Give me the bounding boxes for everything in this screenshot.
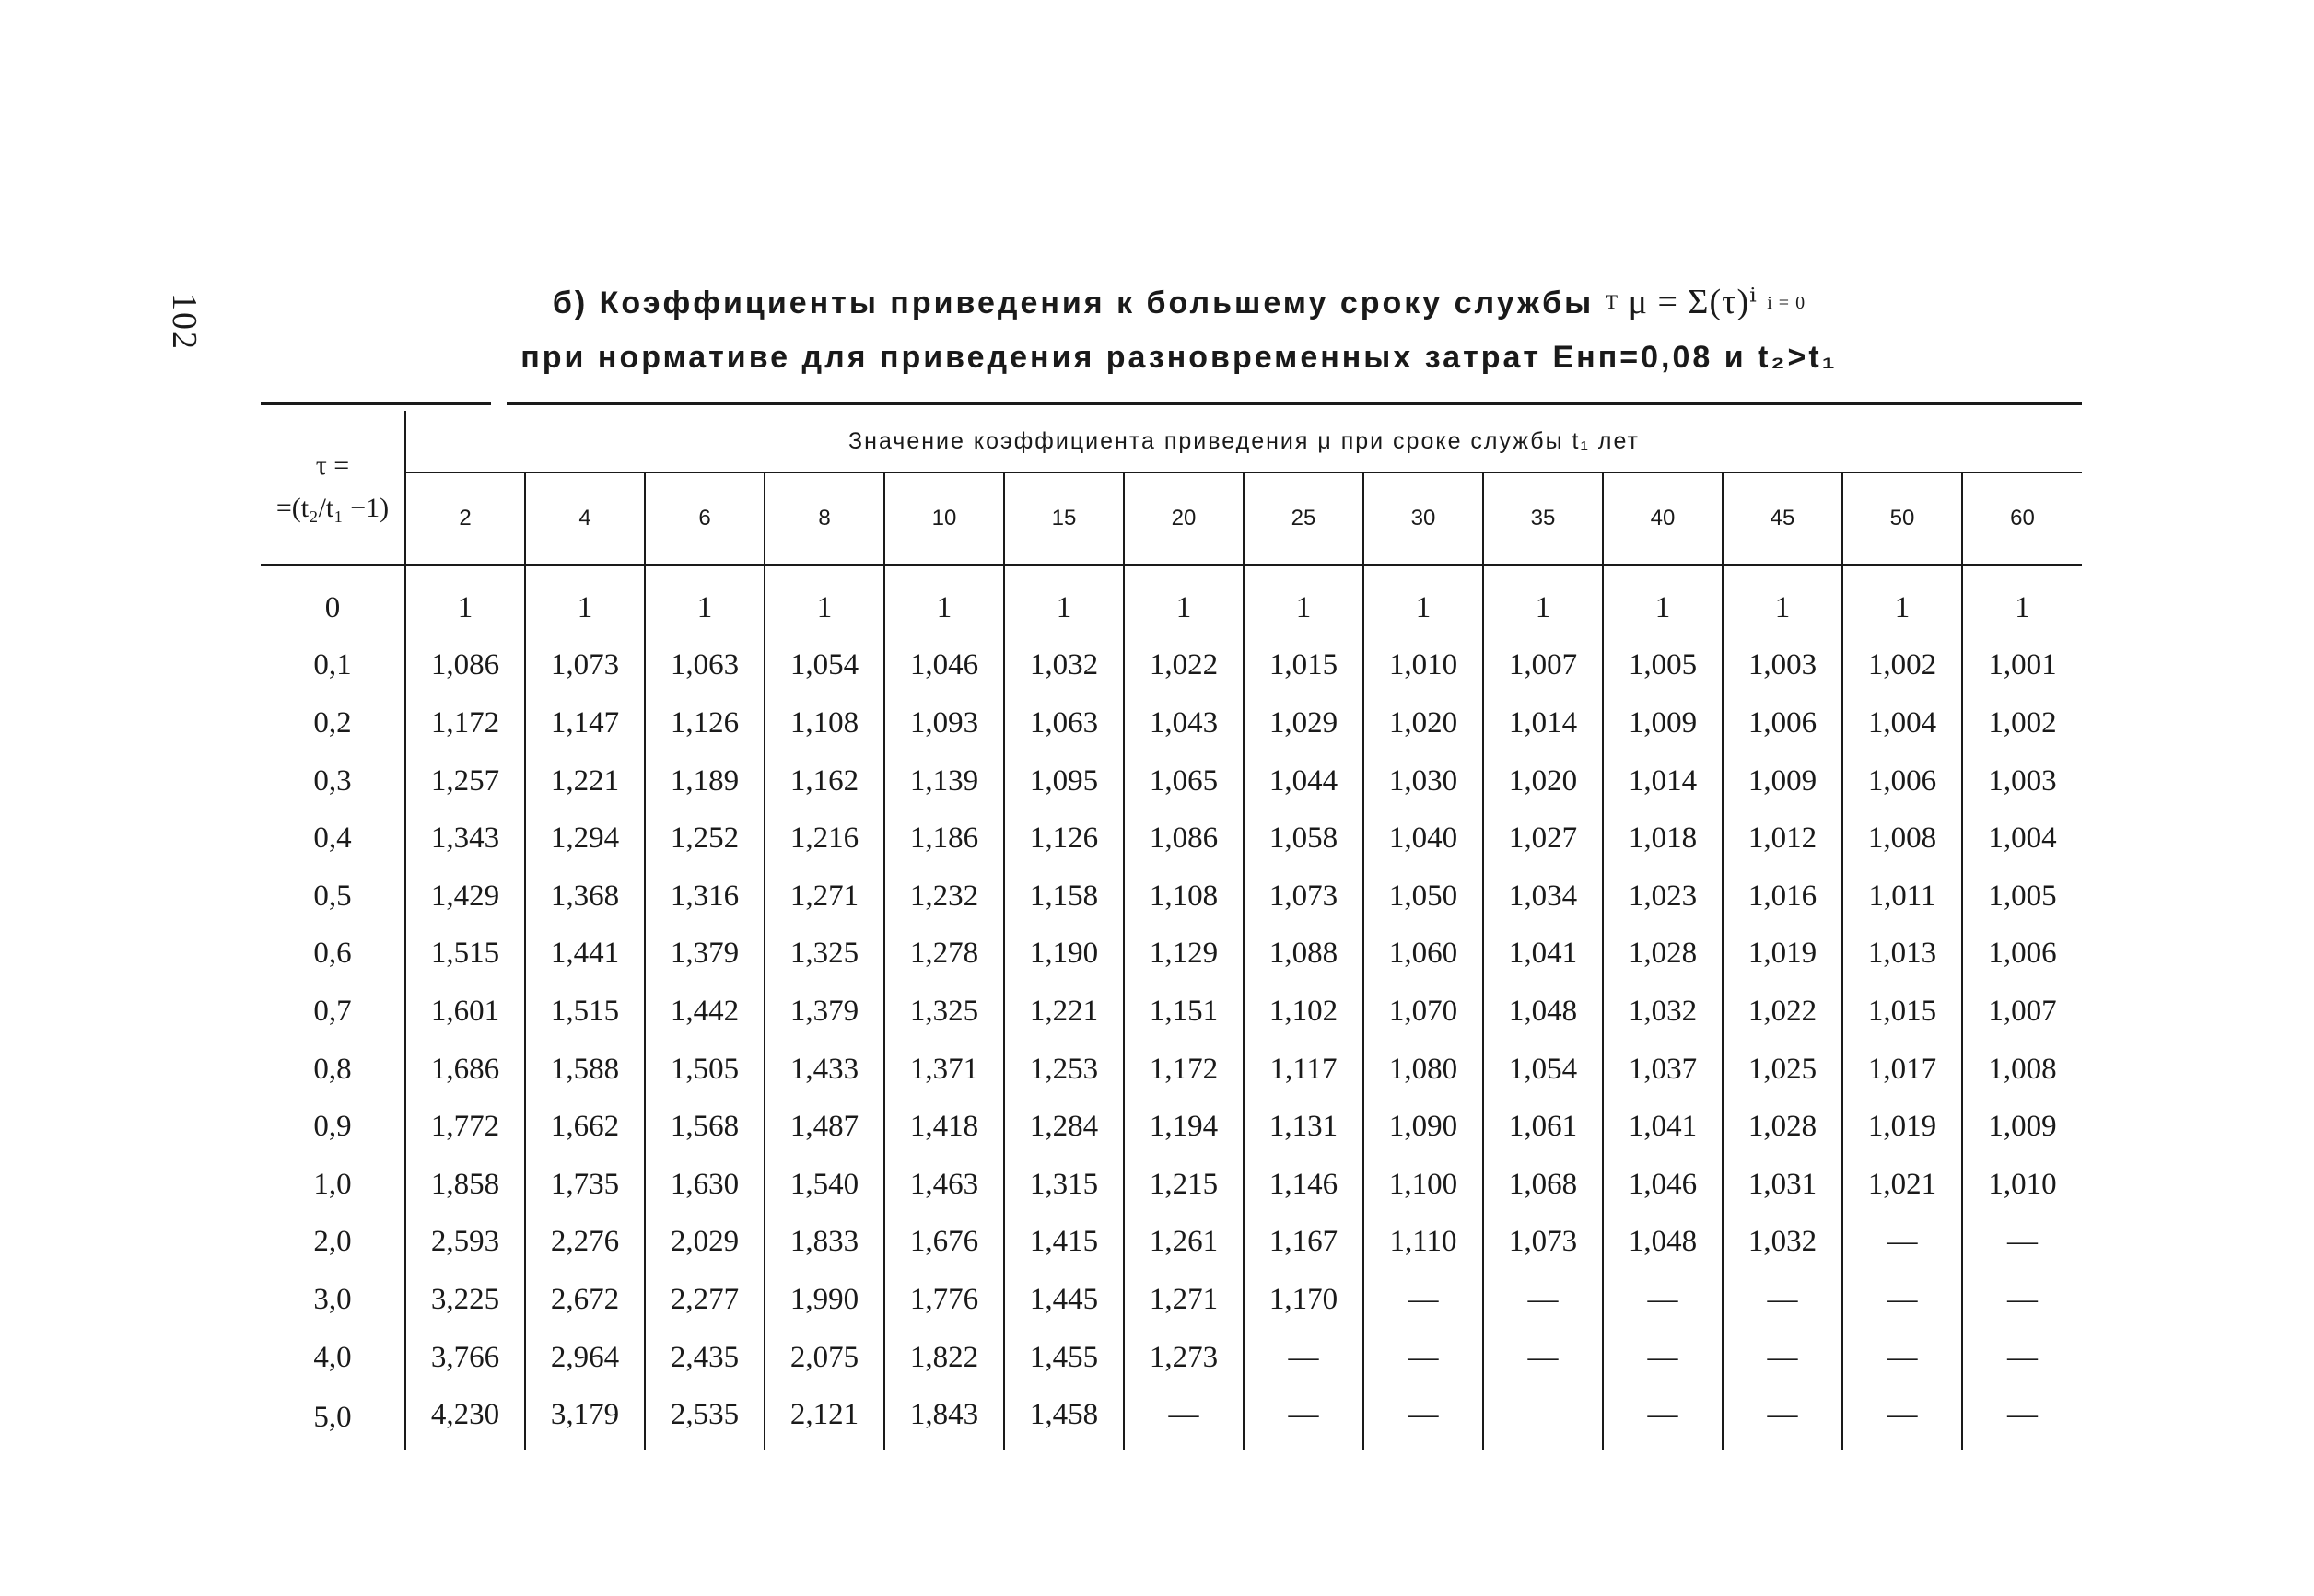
table-cell: 2,672 bbox=[525, 1271, 645, 1329]
table-cell: 1,505 bbox=[645, 1041, 765, 1099]
table-cell: 1 bbox=[1603, 579, 1723, 637]
table-cell: 1,014 bbox=[1603, 752, 1723, 810]
table-cell: 1,368 bbox=[525, 868, 645, 926]
table-cell: 1 bbox=[525, 579, 645, 637]
tau-value: 0,7 bbox=[313, 994, 352, 1028]
table-cell: 1,032 bbox=[1723, 1214, 1842, 1272]
table-cell: 1,110 bbox=[1363, 1214, 1483, 1272]
table-cell: 1,278 bbox=[884, 926, 1004, 984]
table-cell: 1,858 bbox=[405, 1156, 525, 1214]
table-cell: 1,046 bbox=[1603, 1156, 1723, 1214]
table-cell: 1,028 bbox=[1603, 926, 1723, 984]
table-cell: 2,276 bbox=[525, 1214, 645, 1272]
table-cell: 1,003 bbox=[1723, 637, 1842, 695]
table-cell: 1,011 bbox=[1842, 868, 1962, 926]
table-cell: 1,215 bbox=[1124, 1156, 1244, 1214]
table-cell: — bbox=[1483, 1329, 1603, 1387]
table-cell: 1 bbox=[1244, 579, 1363, 637]
table-cell: 1 bbox=[1962, 579, 2082, 637]
table-cell: — bbox=[1363, 1329, 1483, 1387]
table-cell: 1,003 bbox=[1962, 752, 2082, 810]
table-cell: 1,776 bbox=[884, 1271, 1004, 1329]
table-cell: 1,005 bbox=[1603, 637, 1723, 695]
table-cell: 1,686 bbox=[405, 1041, 525, 1099]
table-row bbox=[261, 1329, 2082, 1387]
table-cell: 1,445 bbox=[1004, 1271, 1124, 1329]
table-cell: 1,273 bbox=[1124, 1329, 1244, 1387]
column-header-t2: 6 bbox=[645, 472, 765, 565]
table-cell: 1,455 bbox=[1004, 1329, 1124, 1387]
column-header-t3: 8 bbox=[765, 472, 884, 565]
table-row bbox=[261, 926, 2082, 984]
table-cell: 1,048 bbox=[1483, 983, 1603, 1041]
table-cell: 1,146 bbox=[1244, 1156, 1363, 1214]
table-cell: 1,013 bbox=[1842, 926, 1962, 984]
table-cell: 1,041 bbox=[1483, 926, 1603, 984]
formula-body: μ = Σ(τ)ⁱ bbox=[1628, 283, 1758, 321]
table-row bbox=[261, 694, 2082, 752]
tau-value: 0,1 bbox=[313, 648, 352, 682]
table-cell: 1 bbox=[1004, 579, 1124, 637]
table-cell: 1,232 bbox=[884, 868, 1004, 926]
table-cell: 1,442 bbox=[645, 983, 765, 1041]
column-header-t13: 60 bbox=[1962, 472, 2082, 565]
table-cell: 1,060 bbox=[1363, 926, 1483, 984]
table-cell: 1 bbox=[765, 579, 884, 637]
table-cell: 1,261 bbox=[1124, 1214, 1244, 1272]
table-cell: — bbox=[1363, 1271, 1483, 1329]
table-cell: 1,009 bbox=[1603, 694, 1723, 752]
table-cell: 1,068 bbox=[1483, 1156, 1603, 1214]
table-cell: 1,029 bbox=[1244, 694, 1363, 752]
spacer-cell bbox=[1842, 565, 1962, 580]
table-cell: 1,189 bbox=[645, 752, 765, 810]
table-cell: 1,131 bbox=[1244, 1098, 1363, 1156]
column-header-t0: 2 bbox=[405, 472, 525, 565]
table-cell: 1,540 bbox=[765, 1156, 884, 1214]
table-cell: 1,037 bbox=[1603, 1041, 1723, 1099]
table-cell: 1,080 bbox=[1363, 1041, 1483, 1099]
table-cell: 1,027 bbox=[1483, 810, 1603, 868]
spacer-cell bbox=[1244, 565, 1363, 580]
spacer-cell bbox=[645, 565, 765, 580]
spacer-cell bbox=[1723, 565, 1842, 580]
table-cell: 1,325 bbox=[765, 926, 884, 984]
table-row bbox=[261, 868, 2082, 926]
table-cell: 1,102 bbox=[1244, 983, 1363, 1041]
table-cell: 1,190 bbox=[1004, 926, 1124, 984]
spacer-cell bbox=[525, 565, 645, 580]
table-cell: 1,162 bbox=[765, 752, 884, 810]
table-cell: 1,108 bbox=[1124, 868, 1244, 926]
row-header-tau bbox=[261, 411, 405, 565]
tau-value: 0,5 bbox=[313, 879, 352, 913]
column-header-t4: 10 bbox=[884, 472, 1004, 565]
table-cell: 1,129 bbox=[1124, 926, 1244, 984]
table-cell: 2,277 bbox=[645, 1271, 765, 1329]
column-header-t11: 45 bbox=[1723, 472, 1842, 565]
table-cell: 1,090 bbox=[1363, 1098, 1483, 1156]
title-line-1 bbox=[258, 274, 2100, 330]
table-cell: — bbox=[1124, 1386, 1244, 1450]
table-cell: 3,179 bbox=[525, 1386, 645, 1450]
table-cell: 1,020 bbox=[1363, 694, 1483, 752]
top-rule-right bbox=[507, 402, 2082, 405]
table-cell: 1,221 bbox=[1004, 983, 1124, 1041]
table-row bbox=[261, 579, 2082, 637]
table-cell: 1,063 bbox=[1004, 694, 1124, 752]
table-cell: 1,662 bbox=[525, 1098, 645, 1156]
table-cell: 1,040 bbox=[1363, 810, 1483, 868]
table-cell: 2,535 bbox=[645, 1386, 765, 1450]
formula-upper-limit: T bbox=[1605, 290, 1619, 313]
column-header-t5: 15 bbox=[1004, 472, 1124, 565]
table-cell: 1,086 bbox=[1124, 810, 1244, 868]
spacer-cell bbox=[261, 565, 405, 580]
table-cell: 1,151 bbox=[1124, 983, 1244, 1041]
column-header-t1: 4 bbox=[525, 472, 645, 565]
table-cell: 1,458 bbox=[1004, 1386, 1124, 1450]
table-cell: 1,006 bbox=[1723, 694, 1842, 752]
table-cell: — bbox=[1842, 1214, 1962, 1272]
table-cell: 1,108 bbox=[765, 694, 884, 752]
tau-value: 4,0 bbox=[313, 1340, 352, 1374]
table-cell: 1,006 bbox=[1842, 752, 1962, 810]
table-cell: — bbox=[1244, 1329, 1363, 1387]
table-cell: 1 bbox=[1124, 579, 1244, 637]
table-cell: 1 bbox=[1842, 579, 1962, 637]
table-cell: — bbox=[1842, 1329, 1962, 1387]
table-cell: 1,070 bbox=[1363, 983, 1483, 1041]
table-cell: 2,964 bbox=[525, 1329, 645, 1387]
table-cell: 1,822 bbox=[884, 1329, 1004, 1387]
tau-value: 0,6 bbox=[313, 937, 352, 971]
table-cell: 3,225 bbox=[405, 1271, 525, 1329]
table-cell: 1,418 bbox=[884, 1098, 1004, 1156]
column-header-t6: 20 bbox=[1124, 472, 1244, 565]
table-cell: — bbox=[1842, 1271, 1962, 1329]
table-cell: 1,316 bbox=[645, 868, 765, 926]
table-cell: — bbox=[1962, 1214, 2082, 1272]
column-header-t10: 40 bbox=[1603, 472, 1723, 565]
table-cell: — bbox=[1962, 1386, 2082, 1450]
table-cell: 1,019 bbox=[1842, 1098, 1962, 1156]
table-cell: 1,601 bbox=[405, 983, 525, 1041]
table-cell: 1,025 bbox=[1723, 1041, 1842, 1099]
table-cell: 1,093 bbox=[884, 694, 1004, 752]
table-row bbox=[261, 1041, 2082, 1099]
table-cell: 1,050 bbox=[1363, 868, 1483, 926]
table-cell: 1,441 bbox=[525, 926, 645, 984]
table-cell: 1 bbox=[1363, 579, 1483, 637]
table-cell: 1,147 bbox=[525, 694, 645, 752]
table-cell: 1,073 bbox=[1244, 868, 1363, 926]
table-cell: 1,054 bbox=[1483, 1041, 1603, 1099]
table-cell: 2,029 bbox=[645, 1214, 765, 1272]
column-header-t7: 25 bbox=[1244, 472, 1363, 565]
row-header-line-2: =(t₂/t₁ −1) bbox=[275, 493, 390, 523]
table-cell: 1,515 bbox=[405, 926, 525, 984]
spacer-cell bbox=[1124, 565, 1244, 580]
table-row bbox=[261, 637, 2082, 695]
tau-value: 0,3 bbox=[313, 763, 352, 798]
table-row bbox=[261, 1098, 2082, 1156]
title-text-1: б) Коэффициенты приведения к большему сроку службы bbox=[552, 285, 1595, 320]
table-cell: — bbox=[1603, 1271, 1723, 1329]
table-title bbox=[258, 274, 2100, 385]
table-cell: 1,019 bbox=[1723, 926, 1842, 984]
table-cell: 1,343 bbox=[405, 810, 525, 868]
table-body bbox=[261, 565, 2082, 1450]
table-cell: — bbox=[1483, 1271, 1603, 1329]
table-cell: 1,843 bbox=[884, 1386, 1004, 1450]
table-cell: 2,593 bbox=[405, 1214, 525, 1272]
tau-value: 2,0 bbox=[313, 1225, 352, 1259]
table-cell: 1,073 bbox=[1483, 1214, 1603, 1272]
table-cell: 1,315 bbox=[1004, 1156, 1124, 1214]
table-cell: 1,379 bbox=[645, 926, 765, 984]
table-cell bbox=[1483, 1386, 1603, 1450]
table-cell: 4,230 bbox=[405, 1386, 525, 1450]
table-cell: 1,015 bbox=[1842, 983, 1962, 1041]
table-cell: 1,095 bbox=[1004, 752, 1124, 810]
table-cell: 1,194 bbox=[1124, 1098, 1244, 1156]
table-cell: 1,487 bbox=[765, 1098, 884, 1156]
table-cell: 1,100 bbox=[1363, 1156, 1483, 1214]
tau-value: 0,9 bbox=[313, 1110, 352, 1144]
table-cell: 1,014 bbox=[1483, 694, 1603, 752]
table-cell: 1 bbox=[1483, 579, 1603, 637]
table-cell: 1,009 bbox=[1723, 752, 1842, 810]
spacer-cell bbox=[405, 565, 525, 580]
table-cell: — bbox=[1363, 1386, 1483, 1450]
table-cell: 1 bbox=[884, 579, 1004, 637]
column-header-t8: 30 bbox=[1363, 472, 1483, 565]
table-cell: 1,006 bbox=[1962, 926, 2082, 984]
table-cell: 2,075 bbox=[765, 1329, 884, 1387]
page-number: 102 bbox=[165, 293, 204, 351]
table-cell: 1 bbox=[405, 579, 525, 637]
title-formula bbox=[1606, 283, 1806, 321]
table-cell: 1,515 bbox=[525, 983, 645, 1041]
column-header-t9: 35 bbox=[1483, 472, 1603, 565]
table-cell: 1,021 bbox=[1842, 1156, 1962, 1214]
table-cell: 1,676 bbox=[884, 1214, 1004, 1272]
table-cell: 1,009 bbox=[1962, 1098, 2082, 1156]
table-cell: 1,044 bbox=[1244, 752, 1363, 810]
table-cell: 1,588 bbox=[525, 1041, 645, 1099]
table-cell: 1,001 bbox=[1962, 637, 2082, 695]
table-cell: 1,018 bbox=[1603, 810, 1723, 868]
table-cell: — bbox=[1962, 1329, 2082, 1387]
table-cell: 1,990 bbox=[765, 1271, 884, 1329]
table-cell: 1,735 bbox=[525, 1156, 645, 1214]
table-cell: 1,008 bbox=[1962, 1041, 2082, 1099]
table-cell: 1,002 bbox=[1962, 694, 2082, 752]
table-cell: 1,061 bbox=[1483, 1098, 1603, 1156]
table-cell: 1,172 bbox=[1124, 1041, 1244, 1099]
table-cell: 1,221 bbox=[525, 752, 645, 810]
table-cell: 1,158 bbox=[1004, 868, 1124, 926]
tau-value: 0,4 bbox=[313, 821, 352, 856]
table-cell: 1,086 bbox=[405, 637, 525, 695]
table-cell: 1,088 bbox=[1244, 926, 1363, 984]
spacer-cell bbox=[765, 565, 884, 580]
table-cell: — bbox=[1962, 1271, 2082, 1329]
header-row-group bbox=[261, 411, 2082, 472]
table-cell: 1,073 bbox=[525, 637, 645, 695]
table-cell: 1,020 bbox=[1483, 752, 1603, 810]
table-cell: 1,017 bbox=[1842, 1041, 1962, 1099]
table-cell: 1,004 bbox=[1842, 694, 1962, 752]
row-header-line-1: τ = bbox=[315, 450, 350, 481]
table-row bbox=[261, 983, 2082, 1041]
table-cell: 1,284 bbox=[1004, 1098, 1124, 1156]
table-cell: 1,008 bbox=[1842, 810, 1962, 868]
tau-value: 1,0 bbox=[313, 1167, 352, 1201]
title-line-2: при нормативе для приведения разновременных затрат Eнп=0,08 и t₂>t₁ bbox=[520, 340, 1838, 375]
table-cell: 1,032 bbox=[1004, 637, 1124, 695]
table-cell: 1,058 bbox=[1244, 810, 1363, 868]
table-cell: 1,016 bbox=[1723, 868, 1842, 926]
table-cell: 1,186 bbox=[884, 810, 1004, 868]
table-cell: 1,630 bbox=[645, 1156, 765, 1214]
table-cell: 1,257 bbox=[405, 752, 525, 810]
table-cell: 1,371 bbox=[884, 1041, 1004, 1099]
table-cell: — bbox=[1603, 1386, 1723, 1450]
table-row bbox=[261, 1271, 2082, 1329]
table-cell: 1,004 bbox=[1962, 810, 2082, 868]
table-cell: — bbox=[1723, 1386, 1842, 1450]
table-cell: 1,028 bbox=[1723, 1098, 1842, 1156]
header-row-columns bbox=[261, 472, 2082, 565]
table-cell: 1,216 bbox=[765, 810, 884, 868]
table-cell: 1,012 bbox=[1723, 810, 1842, 868]
table-cell: 1,032 bbox=[1603, 983, 1723, 1041]
table-cell: 1,772 bbox=[405, 1098, 525, 1156]
table-cell: 1 bbox=[1723, 579, 1842, 637]
table-cell: 1,030 bbox=[1363, 752, 1483, 810]
table-cell: 1,170 bbox=[1244, 1271, 1363, 1329]
top-rule-left bbox=[261, 402, 491, 405]
table-cell: 2,121 bbox=[765, 1386, 884, 1450]
tau-value: 0,2 bbox=[313, 705, 352, 740]
spacer-cell bbox=[1004, 565, 1124, 580]
table-cell: 1,253 bbox=[1004, 1041, 1124, 1099]
table-cell: — bbox=[1244, 1386, 1363, 1450]
table-cell: 1,022 bbox=[1723, 983, 1842, 1041]
table-cell: — bbox=[1723, 1329, 1842, 1387]
table-cell: 1,172 bbox=[405, 694, 525, 752]
table-cell: 1,271 bbox=[765, 868, 884, 926]
table-cell: 1,117 bbox=[1244, 1041, 1363, 1099]
spacer-cell bbox=[884, 565, 1004, 580]
table-cell: 1,005 bbox=[1962, 868, 2082, 926]
table-row bbox=[261, 1156, 2082, 1214]
column-header-t12: 50 bbox=[1842, 472, 1962, 565]
table-cell: 1,568 bbox=[645, 1098, 765, 1156]
tau-value: 0 bbox=[324, 590, 341, 624]
table-cell: 3,766 bbox=[405, 1329, 525, 1387]
table-cell: 1,271 bbox=[1124, 1271, 1244, 1329]
table-cell: 1,065 bbox=[1124, 752, 1244, 810]
coefficient-table bbox=[261, 411, 2082, 1450]
table-cell: 1,010 bbox=[1962, 1156, 2082, 1214]
spacer-row bbox=[261, 565, 2082, 580]
table-cell: 1,010 bbox=[1363, 637, 1483, 695]
table-cell: — bbox=[1723, 1271, 1842, 1329]
table-cell: — bbox=[1842, 1386, 1962, 1450]
table-cell: 1,007 bbox=[1962, 983, 2082, 1041]
table-cell: 1,041 bbox=[1603, 1098, 1723, 1156]
formula-lower-limit: i = 0 bbox=[1767, 293, 1806, 313]
table-cell: 1,023 bbox=[1603, 868, 1723, 926]
table-cell: — bbox=[1603, 1329, 1723, 1387]
table-cell: 1,463 bbox=[884, 1156, 1004, 1214]
table-cell: 1,126 bbox=[1004, 810, 1124, 868]
table-cell: 1,022 bbox=[1124, 637, 1244, 695]
table-cell: 1,433 bbox=[765, 1041, 884, 1099]
spacer-cell bbox=[1483, 565, 1603, 580]
table-cell: 1,034 bbox=[1483, 868, 1603, 926]
table-row bbox=[261, 752, 2082, 810]
table-cell: 1,252 bbox=[645, 810, 765, 868]
table-cell: 1,415 bbox=[1004, 1214, 1124, 1272]
table-row bbox=[261, 1386, 2082, 1450]
table-cell: 1,167 bbox=[1244, 1214, 1363, 1272]
table-cell: 1,294 bbox=[525, 810, 645, 868]
table-cell: 1,007 bbox=[1483, 637, 1603, 695]
table-cell: 1,429 bbox=[405, 868, 525, 926]
tau-value: 0,8 bbox=[313, 1052, 352, 1086]
table-row bbox=[261, 810, 2082, 868]
table-cell: 1,379 bbox=[765, 983, 884, 1041]
tau-value: 3,0 bbox=[313, 1282, 352, 1316]
table-cell: 1,015 bbox=[1244, 637, 1363, 695]
spacer-cell bbox=[1363, 565, 1483, 580]
column-group-header: Значение коэффициента приведения μ при сроке службы t₁ лет bbox=[405, 411, 2082, 472]
table-cell: 1,833 bbox=[765, 1214, 884, 1272]
spacer-cell bbox=[1962, 565, 2082, 580]
spacer-cell bbox=[1603, 565, 1723, 580]
table-row bbox=[261, 1214, 2082, 1272]
table-cell: 1,054 bbox=[765, 637, 884, 695]
table-cell: 1,063 bbox=[645, 637, 765, 695]
table-cell: 1,031 bbox=[1723, 1156, 1842, 1214]
table-cell: 1 bbox=[645, 579, 765, 637]
tau-value: 5,0 bbox=[313, 1401, 352, 1435]
table-cell: 1,126 bbox=[645, 694, 765, 752]
table-cell: 1,046 bbox=[884, 637, 1004, 695]
table-cell: 1,139 bbox=[884, 752, 1004, 810]
table-cell: 1,043 bbox=[1124, 694, 1244, 752]
table-cell: 1,325 bbox=[884, 983, 1004, 1041]
table-cell: 1,002 bbox=[1842, 637, 1962, 695]
table-cell: 1,048 bbox=[1603, 1214, 1723, 1272]
table-cell: 2,435 bbox=[645, 1329, 765, 1387]
